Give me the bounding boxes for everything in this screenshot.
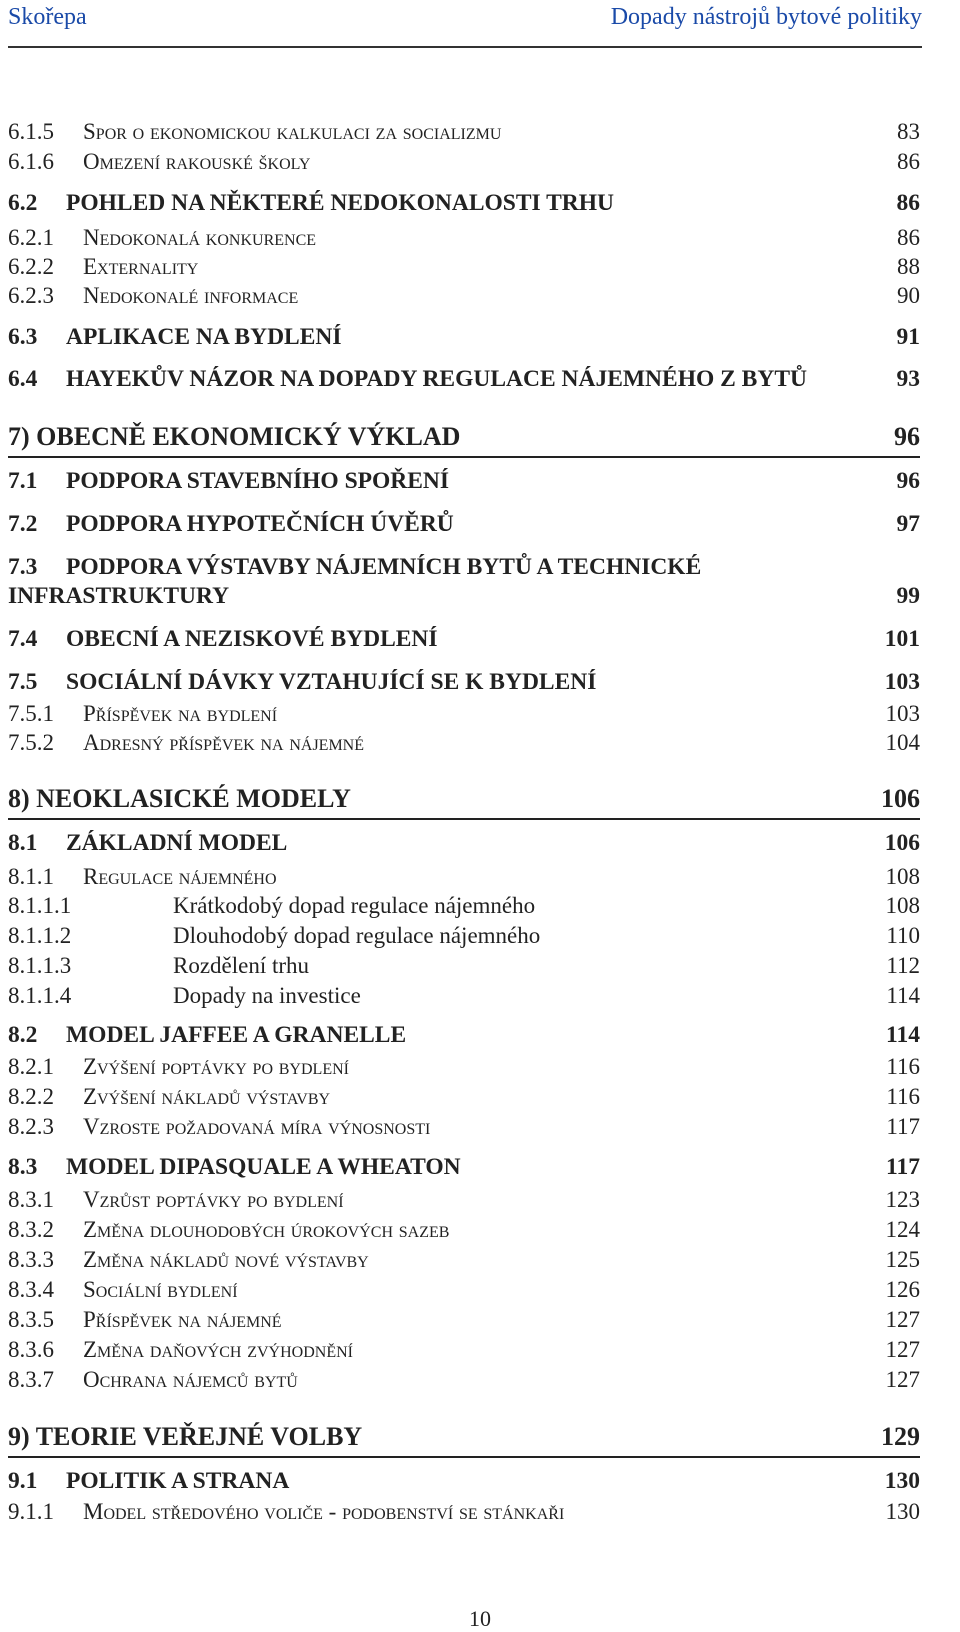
toc-entry-page: 88 (897, 254, 920, 279)
toc-entry-title: Zvýšení nákladů výstavby (83, 1084, 331, 1109)
toc-entry-page: 83 (897, 119, 920, 144)
toc-entry-title: Spor o ekonomickou kalkulaci za socializmu (83, 119, 502, 144)
toc-entry-number: 6.2.3 (8, 283, 54, 308)
toc-entry-number: 7.2 (8, 511, 38, 537)
toc-entry-page: 117 (886, 1114, 920, 1139)
toc-entry-page: 97 (896, 511, 920, 537)
toc-entry-page: 126 (885, 1277, 920, 1302)
toc-entry-title: Regulace nájemného (83, 864, 277, 889)
toc-entry-number: 6.2.2 (8, 254, 54, 279)
toc-entry-number: 8.3.4 (8, 1277, 54, 1302)
toc-entry-page: 103 (884, 669, 920, 695)
toc-entry-page: 86 (896, 190, 920, 216)
table-of-contents (8, 0, 920, 1632)
toc-entry-number: 8.3.6 (8, 1337, 54, 1362)
toc-entry-page: 127 (885, 1367, 920, 1392)
toc-entry-title: PODPORA VÝSTAVBY NÁJEMNÍCH BYTŮ A TECHNICKÉ (66, 554, 702, 580)
toc-entry-title: Změna dlouhodobých úrokových sazeb (83, 1217, 450, 1242)
toc-entry-number: 8.2.2 (8, 1084, 54, 1109)
toc-entry-number: 8.3.5 (8, 1307, 54, 1332)
toc-entry-number: 7.3 (8, 554, 38, 580)
toc-entry-page: 124 (885, 1217, 920, 1242)
toc-entry-page: 125 (885, 1247, 920, 1272)
toc-entry-title: PODPORA HYPOTEČNÍCH ÚVĚRŮ (66, 511, 454, 537)
toc-entry-title: Dlouhodobý dopad regulace nájemného (173, 923, 541, 948)
toc-entry-page: 96 (896, 468, 920, 494)
toc-entry-page: 93 (896, 366, 920, 392)
toc-entry-page: 123 (885, 1187, 920, 1212)
toc-entry-number: 6.3 (8, 324, 38, 350)
toc-entry-title: Příspěvek na nájemné (83, 1307, 282, 1332)
toc-entry-number: 7.5 (8, 669, 38, 695)
toc-entry-number: 8.2.1 (8, 1054, 54, 1079)
page-number: 10 (469, 1606, 491, 1631)
toc-entry-number: 7.5.2 (8, 730, 54, 755)
header-title: Dopady nástrojů bytové politiky (610, 4, 922, 30)
toc-entry-number: 8.1.1 (8, 864, 54, 889)
toc-entry-title: MODEL JAFFEE A GRANELLE (66, 1022, 407, 1048)
toc-entry-title: Změna daňových zvýhodnění (83, 1337, 353, 1362)
toc-entry-number: 7.5.1 (8, 701, 54, 726)
toc-entry-title: Adresný příspěvek na nájemné (83, 730, 364, 755)
toc-entry-page: 114 (886, 1022, 920, 1048)
toc-entry-title: Vzroste požadovaná míra výnosnosti (83, 1114, 431, 1139)
toc-entry-number: 8.1 (8, 830, 38, 856)
toc-entry-title: Ochrana nájemců bytů (83, 1367, 298, 1392)
toc-entry[interactable] (8, 786, 920, 820)
toc-entry-page: 86 (897, 225, 920, 250)
toc-entry-page: 86 (897, 149, 920, 174)
toc-entry-number: 9.1.1 (8, 1499, 54, 1524)
toc-entry-page: 104 (885, 730, 920, 755)
toc-entry-number: 8.3 (8, 1154, 38, 1180)
toc-entry-title: Omezení rakouské školy (83, 149, 311, 174)
header-author: Skořepa (8, 4, 87, 30)
toc-entry-title: Změna nákladů nové výstavby (83, 1247, 369, 1272)
toc-entry-page: 127 (885, 1307, 920, 1332)
toc-entry-number: 8.1.1.1 (8, 893, 72, 918)
toc-entry-title: Nedokonalá konkurence (83, 225, 317, 250)
toc-entry-page: 108 (885, 864, 920, 889)
toc-entry-number: 6.2 (8, 190, 38, 216)
toc-entry-number: 6.1.6 (8, 149, 54, 174)
toc-entry-title: OBECNÍ A NEZISKOVÉ BYDLENÍ (66, 626, 438, 652)
toc-entry-page: 106 (884, 830, 920, 856)
toc-entry-page: 101 (884, 626, 920, 652)
toc-entry-page: 103 (885, 701, 920, 726)
toc-entry-title: POHLED NA NĚKTERÉ NEDOKONALOSTI TRHU (66, 190, 615, 216)
toc-entry-number: 8.2.3 (8, 1114, 54, 1139)
toc-entry-page: 106 (881, 784, 920, 813)
toc-entry-number: 8.1.1.4 (8, 983, 72, 1008)
toc-entry-title: 7) OBECNĚ EKONOMICKÝ VÝKLAD (8, 422, 461, 451)
toc-entry-number: 8.2 (8, 1022, 38, 1048)
toc-entry-title: Příspěvek na bydlení (83, 701, 278, 726)
toc-entry-number: 8.3.2 (8, 1217, 54, 1242)
toc-entry-page: 116 (886, 1054, 920, 1079)
toc-entry-title: Sociální bydlení (83, 1277, 238, 1302)
toc-entry-number: 6.2.1 (8, 225, 54, 250)
toc-entry-page: 112 (886, 953, 920, 978)
toc-entry-title: Krátkodobý dopad regulace nájemného (173, 893, 536, 918)
toc-entry-title: ZÁKLADNÍ MODEL (66, 830, 288, 856)
toc-entry-page: 91 (896, 324, 920, 350)
toc-entry-page: 130 (884, 1468, 920, 1494)
toc-entry-page: 130 (885, 1499, 920, 1524)
toc-entry-title: Vzrůst poptávky po bydlení (83, 1187, 344, 1212)
toc-entry-title: PODPORA STAVEBNÍHO SPOŘENÍ (66, 468, 450, 494)
toc-entry-title: SOCIÁLNÍ DÁVKY VZTAHUJÍCÍ SE K BYDLENÍ (66, 669, 597, 695)
toc-entry-title: Rozdělení trhu (173, 953, 310, 978)
toc-entry-number: 6.4 (8, 366, 38, 392)
toc-entry-page: 114 (886, 983, 920, 1008)
toc-entry[interactable] (8, 424, 920, 458)
toc-entry-title: 9) TEORIE VEŘEJNÉ VOLBY (8, 1422, 363, 1451)
toc-entry-number: 8.1.1.2 (8, 923, 72, 948)
toc-entry-page: 129 (881, 1422, 920, 1451)
toc-entry-page: 108 (885, 893, 920, 918)
toc-entry-title: POLITIK A STRANA (66, 1468, 290, 1494)
toc-entry-page: 90 (897, 283, 920, 308)
toc-entry-title: Zvýšení poptávky po bydlení (83, 1054, 349, 1079)
toc-entry-title: 8) NEOKLASICKÉ MODELY (8, 784, 351, 813)
toc-entry-title: INFRASTRUKTURY (8, 583, 230, 609)
toc-entry-number: 8.3.7 (8, 1367, 54, 1392)
toc-entry-page: 116 (886, 1084, 920, 1109)
toc-entry[interactable] (8, 1424, 920, 1458)
toc-entry-title: APLIKACE NA BYDLENÍ (66, 324, 342, 350)
toc-entry-page: 110 (886, 923, 920, 948)
toc-entry-number: 7.1 (8, 468, 38, 494)
toc-entry-page: 127 (885, 1337, 920, 1362)
toc-entry-page: 99 (896, 583, 920, 609)
toc-entry-title: Model středového voliče - podobenství se stánkaři (83, 1499, 565, 1524)
toc-entry-number: 8.3.3 (8, 1247, 54, 1272)
toc-entry-title: Dopady na investice (173, 983, 361, 1008)
toc-entry-number: 9.1 (8, 1468, 38, 1494)
toc-entry-title: HAYEKŮV NÁZOR NA DOPADY REGULACE NÁJEMNÉHO Z BYTŮ (66, 366, 807, 392)
toc-entry-title: MODEL DIPASQUALE A WHEATON (66, 1154, 461, 1180)
toc-entry-number: 8.3.1 (8, 1187, 54, 1212)
toc-entry-number: 8.1.1.3 (8, 953, 72, 978)
toc-entry-number: 7.4 (8, 626, 38, 652)
toc-entry-number: 6.1.5 (8, 119, 54, 144)
toc-entry-page: 117 (886, 1154, 920, 1180)
toc-entry-title: Externality (83, 254, 199, 279)
toc-entry-title: Nedokonalé informace (83, 283, 299, 308)
toc-entry-page: 96 (894, 422, 920, 451)
